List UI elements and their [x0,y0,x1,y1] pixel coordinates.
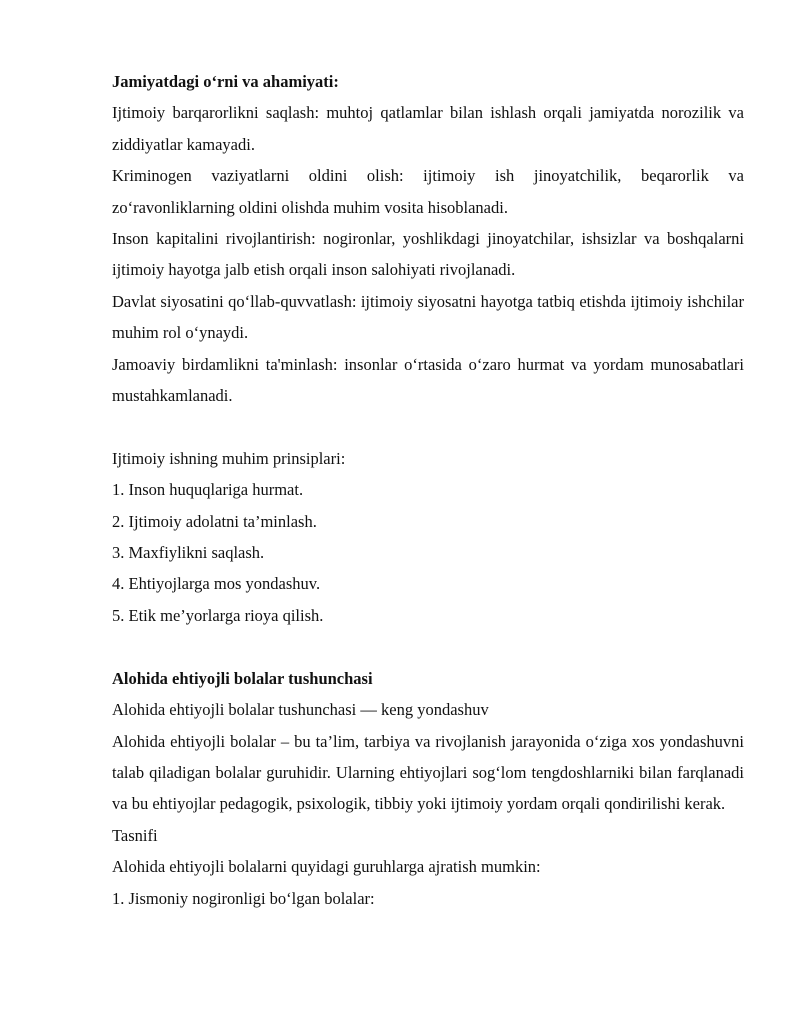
special-needs-definition: Alohida ehtiyojli bolalar – bu ta’lim, tarbiya va rivojlanish jarayonida o‘ziga xos yondashuvni talab qiladigan bolalar guruhidir. Ularning ehtiyojlari sog‘lom tengdoshlarniki bilan farqlanadi va bu ehtiyojlar pedagogik, psixologik, tibbiy yoki ijtimoiy yordam orqali qondirilishi kerak. [112,731,744,814]
paragraph-social-stability: Ijtimoiy barqarorlikni saqlash: muhtoj qatlamlar bilan ishlash orqali jamiyatda norozilik va ziddiyatlar kamayadi. [112,103,744,154]
principle-item: 1. Inson huquqlariga hurmat. [112,480,304,500]
classification-label: Tasnifi [112,825,158,845]
paragraph-crime-prevention: Kriminogen vaziyatlarni oldini olish: ijtimoiy ish jinoyatchilik, beqarorlik va zo‘ravonliklarning oldini olishda muhim vosita hisoblanadi. [112,166,744,217]
spacer [112,411,744,442]
classification-item: 1. Jismoniy nogironligi bo‘lgan bolalar: [112,888,375,908]
principle-item: 4. Ehtiyojlarga mos yondashuv. [112,574,321,594]
paragraph-solidarity: Jamoaviy birdamlikni ta'minlash: insonlar o‘rtasida o‘zaro hurmat va yordam munosabatlari mustahkamlanadi. [112,354,744,406]
section-heading-special-needs: Alohida ehtiyojli bolalar tushunchasi [112,668,373,688]
principle-item: 2. Ijtimoiy adolatni ta’minlash. [112,511,317,531]
section-heading-role: Jamiyatdagi o‘rni va ahamiyati: [112,72,339,91]
principle-item: 3. Maxfiylikni saqlash. [112,543,265,563]
special-needs-subtitle: Alohida ehtiyojli bolalar tushunchasi — keng yondashuv [112,700,489,720]
paragraph-state-policy: Davlat siyosatini qo‘llab-quvvatlash: ijtimoiy siyosatni hayotga tatbiq etishda ijtimoiy ishchilar muhim rol o‘ynaydi. [112,291,744,343]
paragraph-human-capital: Inson kapitalini rivojlantirish: nogironlar, yoshlikdagi jinoyatchilar, ishsizlar va boshqalarni ijtimoiy hayotga jalb etish orqali inson salohiyati rivojlanadi. [112,229,744,280]
principle-item: 5. Etik me’yorlarga rioya qilish. [112,605,324,625]
spacer [112,631,744,662]
principles-intro: Ijtimoiy ishning muhim prinsiplari: [112,448,346,468]
document-page [112,66,744,914]
classification-intro: Alohida ehtiyojli bolalarni quyidagi guruhlarga ajratish mumkin: [112,857,541,877]
